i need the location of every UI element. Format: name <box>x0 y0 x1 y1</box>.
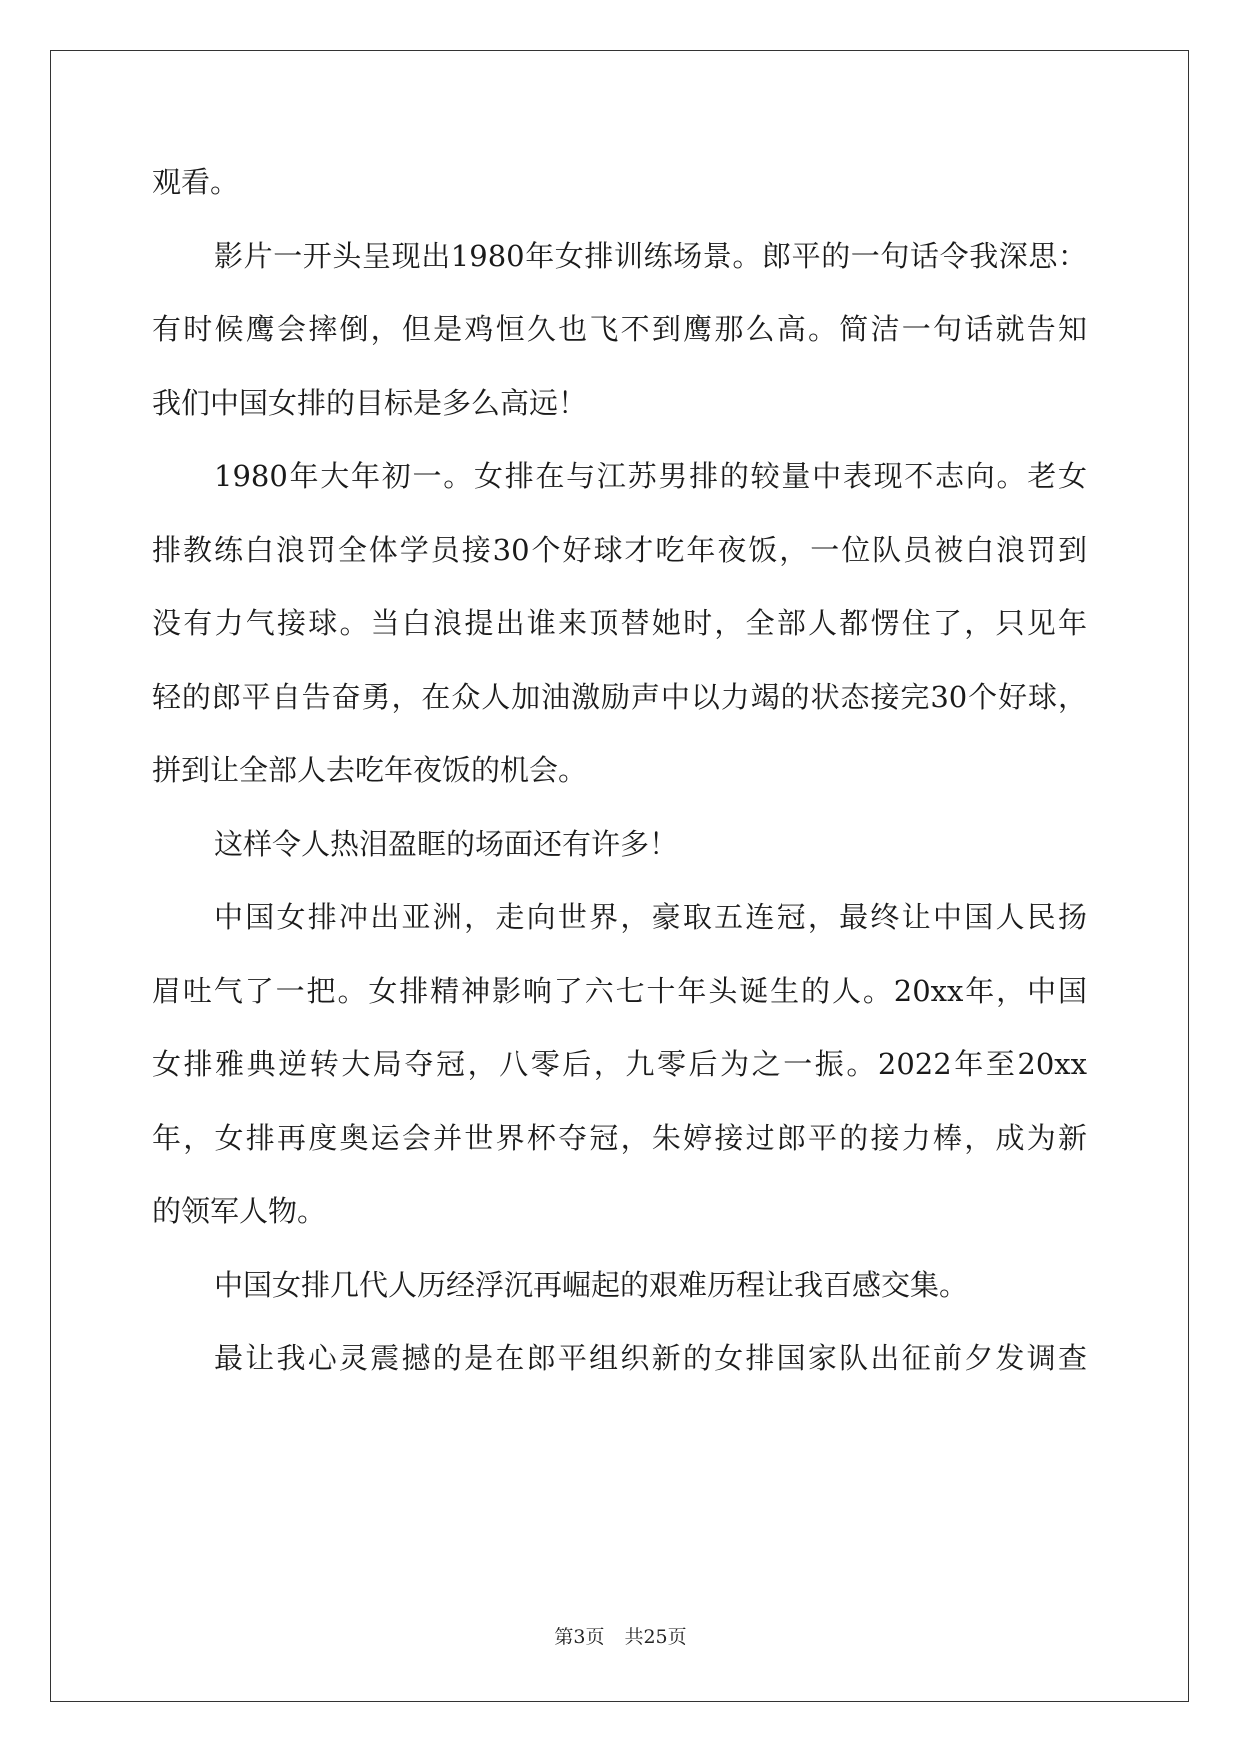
text-line-6: 排教练白浪罚全体学员接30个好球才吃年夜饭，一位队员被白浪罚到 <box>152 532 1087 567</box>
text-line-14: 年，女排再度奥运会并世界杯夺冠，朱婷接过郎平的接力棒，成为新 <box>152 1120 1087 1155</box>
text-line-7: 没有力气接球。当白浪提出谁来顶替她时，全部人都愣住了，只见年 <box>152 606 1087 640</box>
text-line-8: 轻的郎平自告奋勇，在众人加油激励声中以力竭的状态接完30个好球， <box>152 679 1087 714</box>
text-line-1: 观看。 <box>152 165 240 199</box>
text-line-12: 眉吐气了一把。女排精神影响了六七十年头诞生的人。20xx年，中国 <box>152 973 1087 1008</box>
text-line-17: 最让我心灵震撼的是在郎平组织新的女排国家队出征前夕发调查 <box>214 1341 1087 1375</box>
text-line-10: 这样令人热泪盈眶的场面还有许多！ <box>214 826 679 861</box>
text-line-2: 影片一开头呈现出1980年女排训练场景。郎平的一句话令我深思： <box>214 238 1087 273</box>
page-number: 第3页 <box>554 1626 605 1648</box>
text-line-3: 有时候鹰会摔倒，但是鸡恒久也飞不到鹰那么高。简洁一句话就告知 <box>152 312 1087 346</box>
document-body <box>152 162 1087 1412</box>
text-line-9: 拼到让全部人去吃年夜饭的机会。 <box>152 753 588 787</box>
text-line-16: 中国女排几代人历经浮沉再崛起的艰难历程让我百感交集。 <box>214 1267 969 1302</box>
text-line-5: 1980年大年初一。女排在与江苏男排的较量中表现不志向。老女 <box>214 459 1087 493</box>
page-total: 共25页 <box>624 1626 687 1648</box>
text-line-11: 中国女排冲出亚洲，走向世界，豪取五连冠，最终让中国人民扬 <box>214 900 1087 934</box>
page-footer <box>0 1625 1241 1649</box>
text-line-13: 女排雅典逆转大局夺冠，八零后，九零后为之一振。2022年至20xx <box>152 1047 1087 1081</box>
text-line-4: 我们中国女排的目标是多么高远！ <box>152 385 588 420</box>
text-line-15: 的领军人物。 <box>152 1194 327 1228</box>
